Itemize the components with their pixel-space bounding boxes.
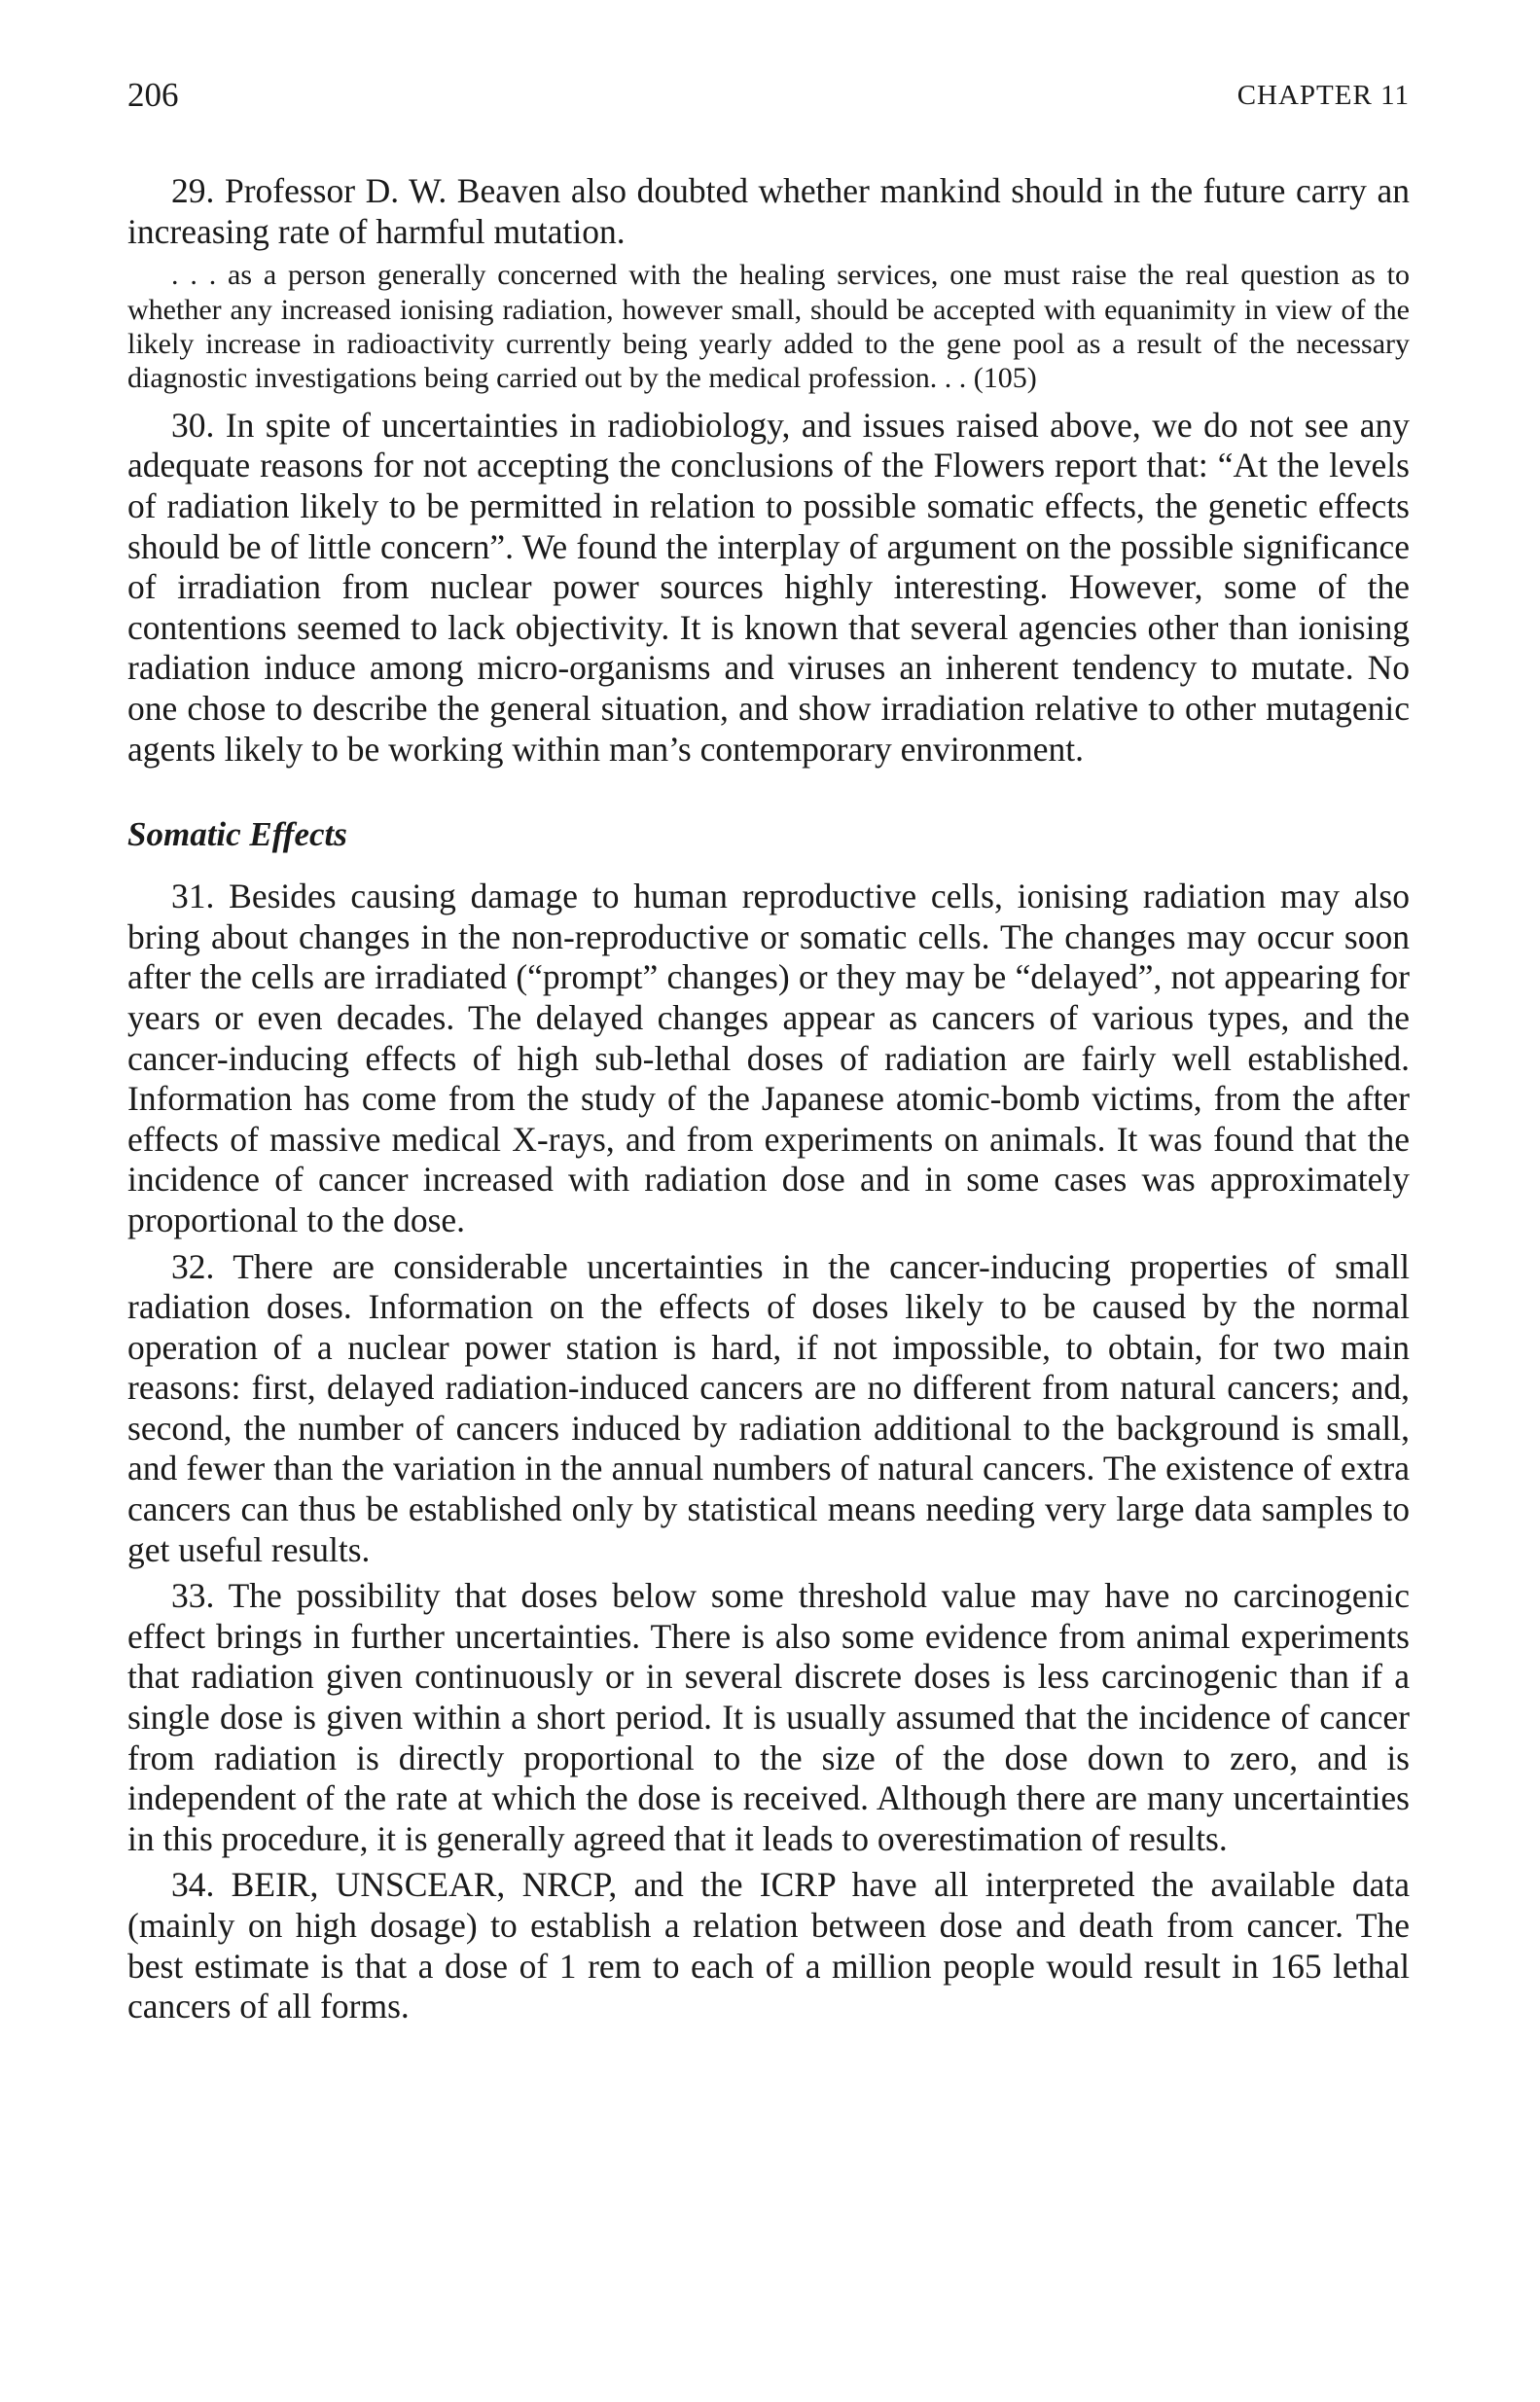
body-text	[127, 171, 1410, 2033]
running-head	[127, 74, 1410, 117]
section-heading-somatic-effects: Somatic Effects	[127, 815, 347, 854]
block-quote-105: . . . as a person generally concerned with the healing services, one must raise the real question as to whether any increased ionising radiation, however small, should be accepted with equanimity in view of the likely increase in radioactivity currently being yearly added to the gene pool as a result of the necessary diagnostic investigations being carried out by the medical profession. . . (105)	[127, 259, 1410, 395]
paragraph-31: 31. Besides causing damage to human reproductive cells, ionising radiation may also bring about changes in the non-reproductive or somatic cells. The changes may occur soon after the cells are irradiated (“prompt” changes) or they may be “delayed”, not appearing for years or even decades. The delayed changes appear as cancers of various types, and the cancer-inducing effects of high sub-lethal doses of radiation are fairly well established. Information has come from the study of the Japanese atomic-bomb victims, from the after effects of massive medical X-rays, and from experiments on animals. It was found that the incidence of cancer increased with radiation dose and in some cases was approximately proportional to the dose.	[127, 877, 1410, 1239]
paragraph-29: 29. Professor D. W. Beaven also doubted whether mankind should in the future carry an increasing rate of harmful mutation.	[127, 171, 1410, 251]
paragraph-33: 33. The possibility that doses below some threshold value may have no carcinogenic effect brings in further uncertainties. There is also some evidence from animal experiments that radiation given continuously or in several discrete doses is less carcinogenic than if a single dose is given within a short period. It is usually assumed that the incidence of cancer from radiation is directly proportional to the size of the dose down to zero, and is independent of the rate at which the dose is received. Although there are many uncertainties in this procedure, it is generally agreed that it leads to overestimation of results.	[127, 1576, 1410, 1858]
paragraph-32: 32. There are considerable uncertainties in the cancer-inducing properties of small radiation doses. Information on the effects of doses likely to be caused by the normal operation of a nuclear power station is hard, if not impossible, to obtain, for two main reasons: first, delayed radiation-induced cancers are no different from natural cancers; and, second, the number of cancers induced by radiation additional to the background is small, and fewer than the variation in the annual numbers of natural cancers. The existence of extra cancers can thus be established only by statistical means needing very large data samples to get useful results.	[127, 1246, 1410, 1569]
paragraph-34: 34. BEIR, UNSCEAR, NRCP, and the ICRP have all interpreted the available data (mainly on high dosage) to establish a relation between dose and death from cancer. The best estimate is that a dose of 1 rem to each of a million people would result in 165 lethal cancers of all forms.	[127, 1865, 1410, 2026]
page-number: 206	[127, 76, 179, 114]
chapter-label: CHAPTER 11	[1236, 80, 1410, 111]
paragraph-30: 30. In spite of uncertainties in radiobiology, and issues raised above, we do not see any adequate reasons for not accepting the conclusions of the Flowers report that: “At the levels of radiation likely to be permitted in relation to possible somatic effects, the genetic effects should be of little concern”. We found the interplay of argument on the possible significance of irradiation from nuclear power sources highly interesting. However, some of the contentions seemed to lack objectivity. It is known that several agencies other than ionising radiation induce among micro-organisms and viruses an inherent tendency to mutate. No one chose to describe the general situation, and show irradiation relative to other mutagenic agents likely to be working within man’s contemporary environment.	[127, 405, 1410, 769]
